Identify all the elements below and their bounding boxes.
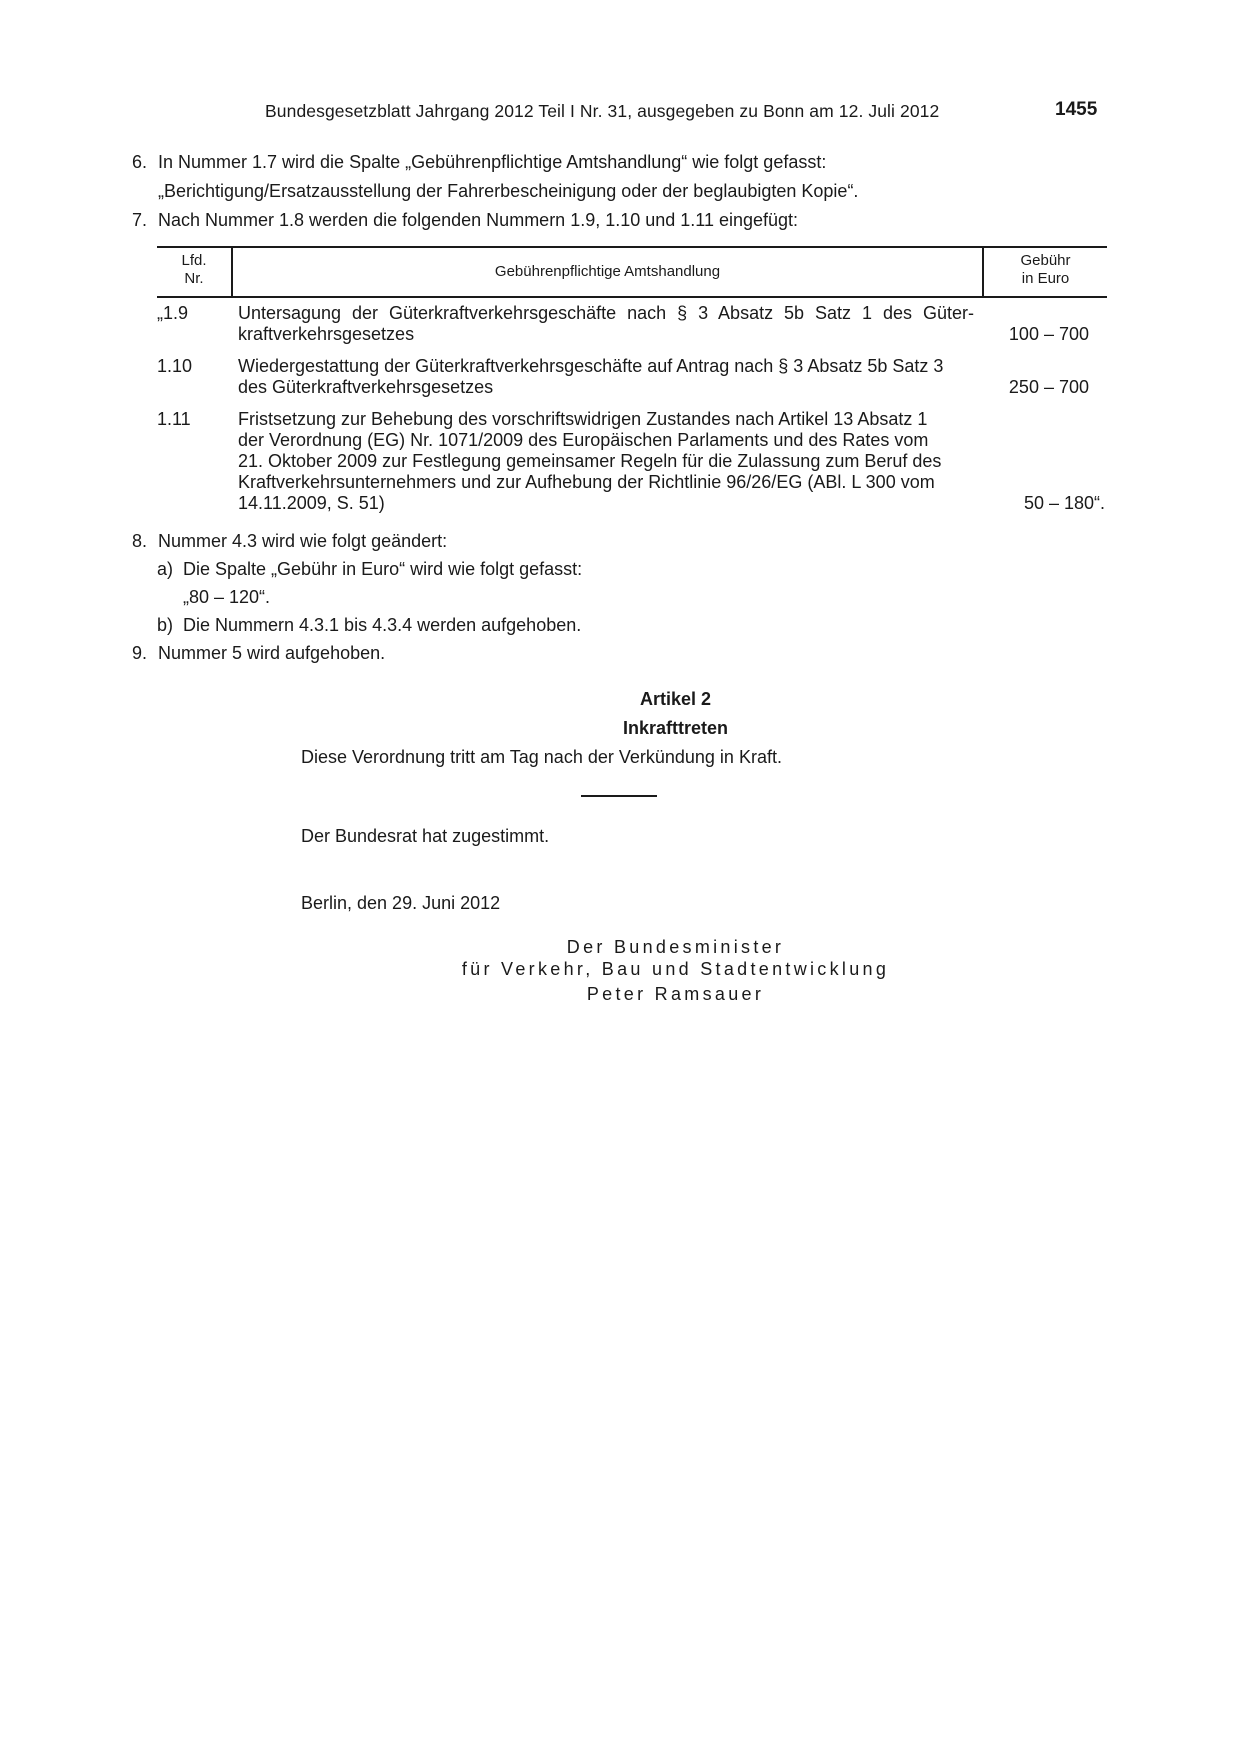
table-header-amtshandlung: Gebührenpflichtige Amtshandlung <box>494 263 721 280</box>
article-heading: Artikel 2 <box>639 689 712 709</box>
row-line: der Verordnung (EG) Nr. 1071/2009 des Europäischen Parlaments und des Rates vom <box>238 430 929 450</box>
row-number: „1.9 <box>157 303 189 323</box>
table-top-rule <box>157 246 1107 248</box>
row-number: 1.10 <box>157 356 193 376</box>
row-description <box>238 303 974 345</box>
row-line: Fristsetzung zur Behebung des vorschriftswidrigen Zustandes nach Artikel 13 Absatz 1 <box>238 409 928 429</box>
item-text: Nummer 4.3 wird wie folgt geändert: <box>158 531 448 551</box>
row-line: 14.11.2009, S. 51) <box>238 493 385 513</box>
article-subheading: Inkrafttreten <box>622 718 729 738</box>
row-line: Untersagung der Güterkraftverkehrsgeschäfte nach § 3 Absatz 5b Satz 1 des Güter- <box>238 303 974 323</box>
row-line: Kraftverkehrsunternehmers und zur Aufhebung der Richtlinie 96/26/EG (ABl. L 300 vom <box>238 472 935 492</box>
row-fee: 50 – 180“. <box>1023 493 1105 513</box>
row-fee: 100 – 700 <box>1008 324 1089 344</box>
place-date: Berlin, den 29. Juni 2012 <box>301 893 501 913</box>
sub-item-text: Die Spalte „Gebühr in Euro“ wird wie folgt gefasst: <box>183 559 583 579</box>
header-text: in Euro <box>1021 270 1070 287</box>
item-text: Nach Nummer 1.8 werden die folgenden Nummern 1.9, 1.10 und 1.11 eingefügt: <box>158 210 799 230</box>
row-line: 21. Oktober 2009 zur Festlegung gemeinsamer Regeln für die Zulassung zum Beruf des <box>238 451 942 471</box>
row-number: 1.11 <box>157 409 191 429</box>
item-text: Nummer 5 wird aufgehoben. <box>158 643 386 663</box>
row-description <box>238 356 974 398</box>
row-fee: 250 – 700 <box>1008 377 1089 397</box>
bundesrat-note: Der Bundesrat hat zugestimmt. <box>301 826 550 846</box>
signer-title: Der Bundesminister <box>566 937 785 957</box>
sub-item-letter: b) <box>157 615 174 635</box>
header-text: Lfd. <box>181 252 207 269</box>
table-header-gebuehr <box>984 252 1107 288</box>
row-line: kraftverkehrsgesetzes <box>238 324 415 344</box>
row-description <box>238 409 974 514</box>
table-header-rule <box>157 296 1107 298</box>
sub-item-letter: a) <box>157 559 174 579</box>
item-text: „Berichtigung/Ersatzausstellung der Fahrerbescheinigung oder der beglaubigten Kopie“. <box>158 181 859 201</box>
row-line: des Güterkraftverkehrsgesetzes <box>238 377 494 397</box>
item-number: 7. <box>132 210 148 230</box>
running-head: Bundesgesetzblatt Jahrgang 2012 Teil I Nr. 31, ausgegeben zu Bonn am 12. Juli 2012 <box>265 101 940 121</box>
article-text: Diese Verordnung tritt am Tag nach der Verkündung in Kraft. <box>301 747 782 767</box>
section-divider <box>581 795 657 797</box>
sub-item-text: „80 – 120“. <box>183 587 271 607</box>
item-number: 9. <box>132 643 148 663</box>
item-text: In Nummer 1.7 wird die Spalte „Gebührenpflichtige Amtshandlung“ wie folgt gefasst: <box>158 152 827 172</box>
table-header-nr <box>157 252 231 288</box>
signer-title: für Verkehr, Bau und Stadtentwicklung <box>461 959 890 979</box>
sub-item-text: Die Nummern 4.3.1 bis 4.3.4 werden aufgehoben. <box>183 615 582 635</box>
header-text: Gebühr <box>1020 252 1071 269</box>
signer-name: Peter Ramsauer <box>586 984 765 1004</box>
item-number: 6. <box>132 152 148 172</box>
page-number: 1455 <box>1055 99 1098 120</box>
row-line: Wiedergestattung der Güterkraftverkehrsgeschäfte auf Antrag nach § 3 Absatz 5b Satz 3 <box>238 356 944 376</box>
item-number: 8. <box>132 531 148 551</box>
header-text: Nr. <box>184 270 204 287</box>
